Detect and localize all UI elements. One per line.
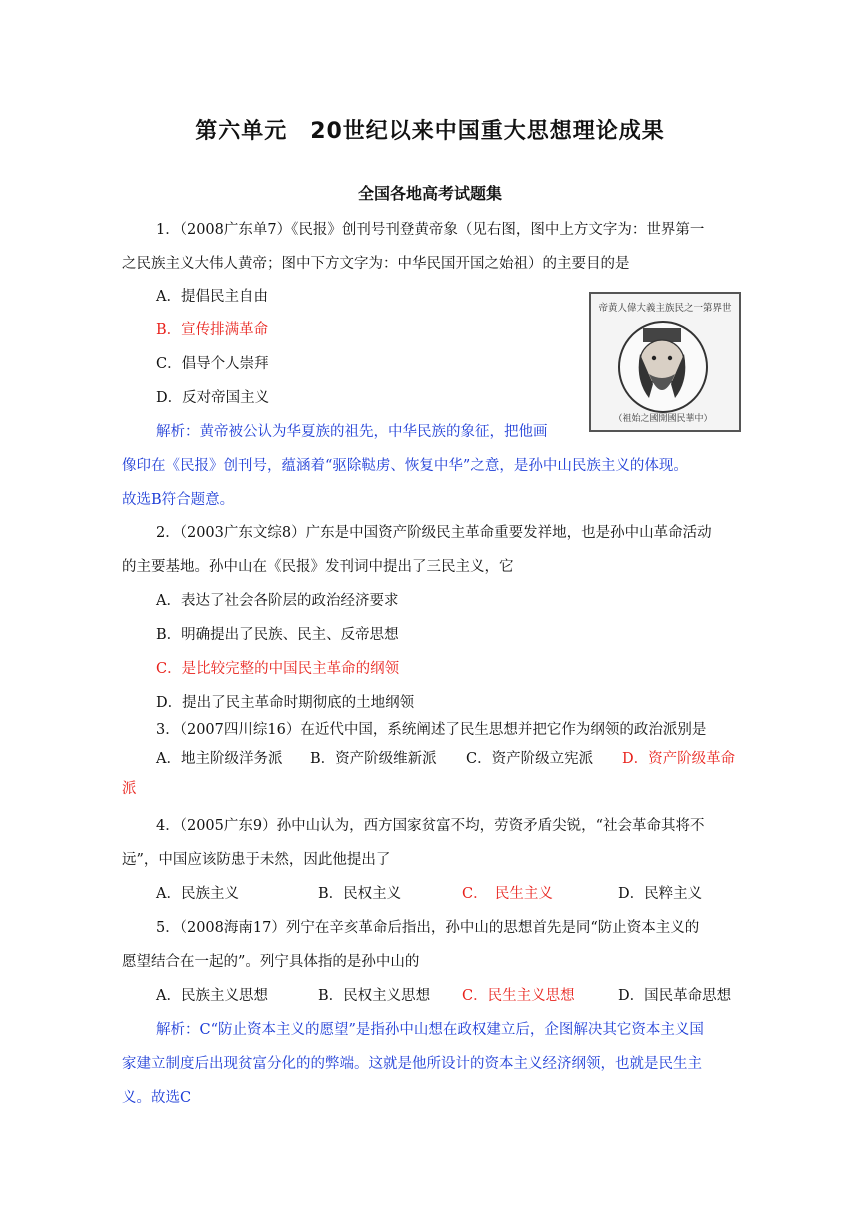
q1-option-d: D．反对帝国主义 [156,390,270,406]
q5-analysis-line3: 义。故选C [122,1090,192,1106]
q1-analysis-line2: 像印在《民报》创刊号，蕴涵着“驱除鞑虏、恢复中华”之意，是孙中山民族主义的体现。 [122,458,688,474]
page-title: 第六单元 20世纪以来中国重大思想理论成果 [195,119,665,144]
q5-option-c-answer: C．民生主义思想 [462,988,575,1004]
q4-stem-line1: 4．（2005广东9）孙中山认为，西方国家贫富不均，劳资矛盾尖锐，“社会革命其将不 [156,818,705,834]
q2-option-b: B．明确提出了民族、民主、反帝思想 [156,627,399,643]
huangdi-portrait-image [589,292,741,432]
q4-stem-line2: 远”，中国应该防患于未然，因此他提出了 [122,852,391,868]
q1-option-c: C．倡导个人崇拜 [156,356,269,372]
q3-option-a: A．地主阶级洋务派 [156,751,283,767]
q3-option-b: B．资产阶级维新派 [310,751,437,767]
q3-stem: 3．（2007四川综16）在近代中国，系统阐述了民生思想并把它作为纲领的政治派别是 [156,722,707,738]
q5-stem-line2: 愿望结合在一起的”。列宁具体指的是孙中山的 [122,954,420,970]
q4-option-a: A．民族主义 [156,886,239,902]
q1-option-b-answer: B．宣传排满革命 [156,322,269,338]
q5-stem-line1: 5．（2008海南17）列宁在辛亥革命后指出，孙中山的思想首先是同“防止资本主义的 [156,920,700,936]
q2-stem-line2: 的主要基地。孙中山在《民报》发刊词中提出了三民主义，它 [122,559,514,575]
q2-option-a: A．表达了社会各阶层的政治经济要求 [156,593,399,609]
portrait-top-caption: 帝黄人偉大義主族民之一第界世 [598,303,732,314]
q5-option-a: A．民族主义思想 [156,988,268,1004]
q5-option-b: B．民权主义思想 [318,988,431,1004]
portrait-bottom-caption: （祖始之國開國民華中） [613,414,713,424]
page-subtitle: 全国各地高考试题集 [357,184,502,203]
q1-stem-line1: 1．（2008广东单7）《民报》创刊号刊登黄帝象（见右图，图中上方文字为：世界第一 [156,222,705,238]
q3-option-d-continued: 派 [122,781,137,797]
q5-analysis-line1: 解析：C“防止资本主义的愿望”是指孙中山想在政权建立后，企图解决其它资本主义国 [156,1022,704,1038]
q1-analysis-line3: 故选B符合题意。 [122,492,235,508]
q1-option-a: A．提倡民主自由 [156,289,268,305]
q5-analysis-line2: 家建立制度后出现贫富分化的的弊端。这就是他所设计的资本主义经济纲领，也就是民生主 [122,1056,702,1072]
q1-analysis-line1: 解析：黄帝被公认为华夏族的祖先，中华民族的象征，把他画 [156,424,548,440]
q2-option-d: D．提出了民主革命时期彻底的土地纲领 [156,695,415,711]
q4-option-b: B．民权主义 [318,886,402,902]
q4-option-d: D．民粹主义 [618,886,703,902]
q5-option-d: D．国民革命思想 [618,988,732,1004]
q4-option-c-answer: C． 民生主义 [462,886,553,902]
q1-stem-line2: 之民族主义大伟人黄帝；图中下方文字为：中华民国开国之始祖）的主要目的是 [122,256,630,272]
q3-option-d-answer: D．资产阶级革命 [622,751,736,767]
q3-option-c: C．资产阶级立宪派 [466,751,594,767]
q2-stem-line1: 2．（2003广东文综8）广东是中国资产阶级民主革命重要发祥地，也是孙中山革命活动 [156,525,712,541]
q2-option-c-answer: C．是比较完整的中国民主革命的纲领 [156,661,400,677]
